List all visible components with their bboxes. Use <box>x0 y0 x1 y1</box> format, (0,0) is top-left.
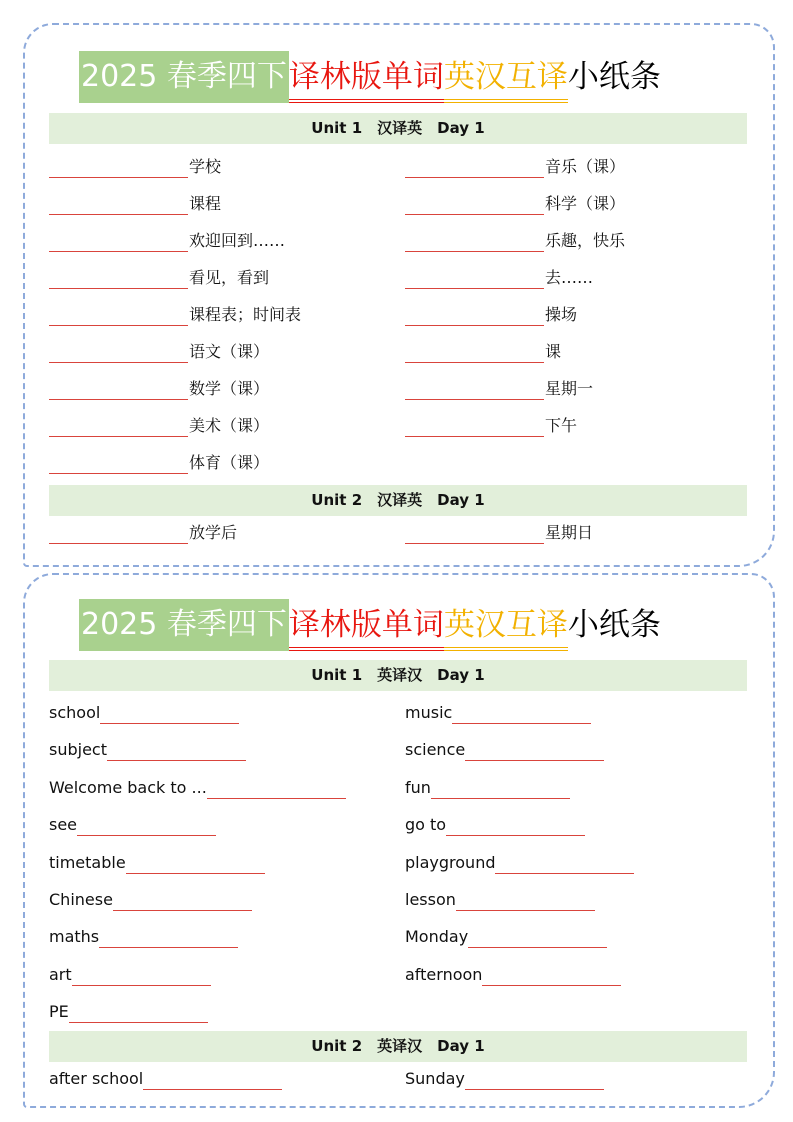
list-item: 去…… <box>405 266 593 296</box>
answer-blank[interactable] <box>468 925 607 948</box>
list-item: subject <box>49 738 246 768</box>
list-item: school <box>49 701 239 731</box>
answer-blank[interactable] <box>495 851 634 874</box>
answer-blank[interactable] <box>49 192 188 215</box>
answer-blank[interactable] <box>405 303 544 326</box>
list-item: 美术（课） <box>49 414 269 444</box>
list-item: go to <box>405 813 585 843</box>
answer-blank[interactable] <box>405 192 544 215</box>
title-term: 2025 春季四下 <box>79 599 289 651</box>
list-item: afternoon <box>405 963 621 993</box>
answer-blank[interactable] <box>49 377 188 400</box>
unit1-header: Unit 1 汉译英 Day 1 <box>49 113 747 144</box>
answer-blank[interactable] <box>405 521 544 544</box>
answer-blank[interactable] <box>113 888 252 911</box>
title-note: 小纸条 <box>567 59 661 95</box>
list-item: Welcome back to ... <box>49 776 346 806</box>
list-item: 音乐（课） <box>405 155 625 185</box>
answer-blank[interactable] <box>49 414 188 437</box>
title-translation: 英汉互译 <box>444 51 568 103</box>
list-item: PE <box>49 1000 208 1030</box>
answer-blank[interactable] <box>49 340 188 363</box>
answer-blank[interactable] <box>107 738 246 761</box>
list-item: 学校 <box>49 155 221 185</box>
answer-blank[interactable] <box>405 340 544 363</box>
worksheet-card-chinese-to-english <box>23 23 775 567</box>
list-item: 乐趣，快乐 <box>405 229 625 259</box>
list-item: science <box>405 738 604 768</box>
list-item: playground <box>405 851 634 881</box>
answer-blank[interactable] <box>456 888 595 911</box>
answer-blank[interactable] <box>100 701 239 724</box>
answer-blank[interactable] <box>405 155 544 178</box>
answer-blank[interactable] <box>465 1067 604 1090</box>
answer-blank[interactable] <box>405 414 544 437</box>
answer-blank[interactable] <box>143 1067 282 1090</box>
title-translation: 英汉互译 <box>444 599 568 651</box>
answer-blank[interactable] <box>207 776 346 799</box>
list-item: 下午 <box>405 414 577 444</box>
list-item: 欢迎回到…… <box>49 229 285 259</box>
list-item: fun <box>405 776 570 806</box>
unit2-header: Unit 2 汉译英 Day 1 <box>49 485 747 516</box>
answer-blank[interactable] <box>49 229 188 252</box>
worksheet-title <box>79 599 661 651</box>
answer-blank[interactable] <box>49 303 188 326</box>
list-item: Monday <box>405 925 607 955</box>
list-item: 课 <box>405 340 561 370</box>
title-note: 小纸条 <box>567 607 661 643</box>
list-item: 星期日 <box>405 521 593 551</box>
unit2-header: Unit 2 英译汉 Day 1 <box>49 1031 747 1062</box>
list-item: 数学（课） <box>49 377 269 407</box>
answer-blank[interactable] <box>405 229 544 252</box>
list-item: 放学后 <box>49 521 237 551</box>
list-item: see <box>49 813 216 843</box>
worksheet-card-english-to-chinese <box>23 573 775 1108</box>
answer-blank[interactable] <box>431 776 570 799</box>
list-item: timetable <box>49 851 265 881</box>
worksheet-title <box>79 51 661 103</box>
unit1-header: Unit 1 英译汉 Day 1 <box>49 660 747 691</box>
list-item: music <box>405 701 591 731</box>
list-item: lesson <box>405 888 595 918</box>
answer-blank[interactable] <box>126 851 265 874</box>
answer-blank[interactable] <box>446 813 585 836</box>
list-item: after school <box>49 1067 282 1097</box>
answer-blank[interactable] <box>405 266 544 289</box>
list-item: 体育（课） <box>49 451 269 481</box>
list-item: 语文（课） <box>49 340 269 370</box>
answer-blank[interactable] <box>69 1000 208 1023</box>
answer-blank[interactable] <box>72 963 211 986</box>
list-item: art <box>49 963 211 993</box>
answer-blank[interactable] <box>49 155 188 178</box>
answer-blank[interactable] <box>49 521 188 544</box>
list-item: 操场 <box>405 303 577 333</box>
title-textbook: 译林版单词 <box>289 51 444 103</box>
answer-blank[interactable] <box>99 925 238 948</box>
answer-blank[interactable] <box>482 963 621 986</box>
list-item: 课程表；时间表 <box>49 303 301 333</box>
answer-blank[interactable] <box>465 738 604 761</box>
title-term: 2025 春季四下 <box>79 51 289 103</box>
list-item: maths <box>49 925 238 955</box>
list-item: Sunday <box>405 1067 604 1097</box>
list-item: Chinese <box>49 888 252 918</box>
list-item: 星期一 <box>405 377 593 407</box>
list-item: 科学（课） <box>405 192 625 222</box>
answer-blank[interactable] <box>452 701 591 724</box>
answer-blank[interactable] <box>49 266 188 289</box>
answer-blank[interactable] <box>405 377 544 400</box>
answer-blank[interactable] <box>49 451 188 474</box>
answer-blank[interactable] <box>77 813 216 836</box>
title-textbook: 译林版单词 <box>289 599 444 651</box>
list-item: 课程 <box>49 192 221 222</box>
list-item: 看见，看到 <box>49 266 269 296</box>
